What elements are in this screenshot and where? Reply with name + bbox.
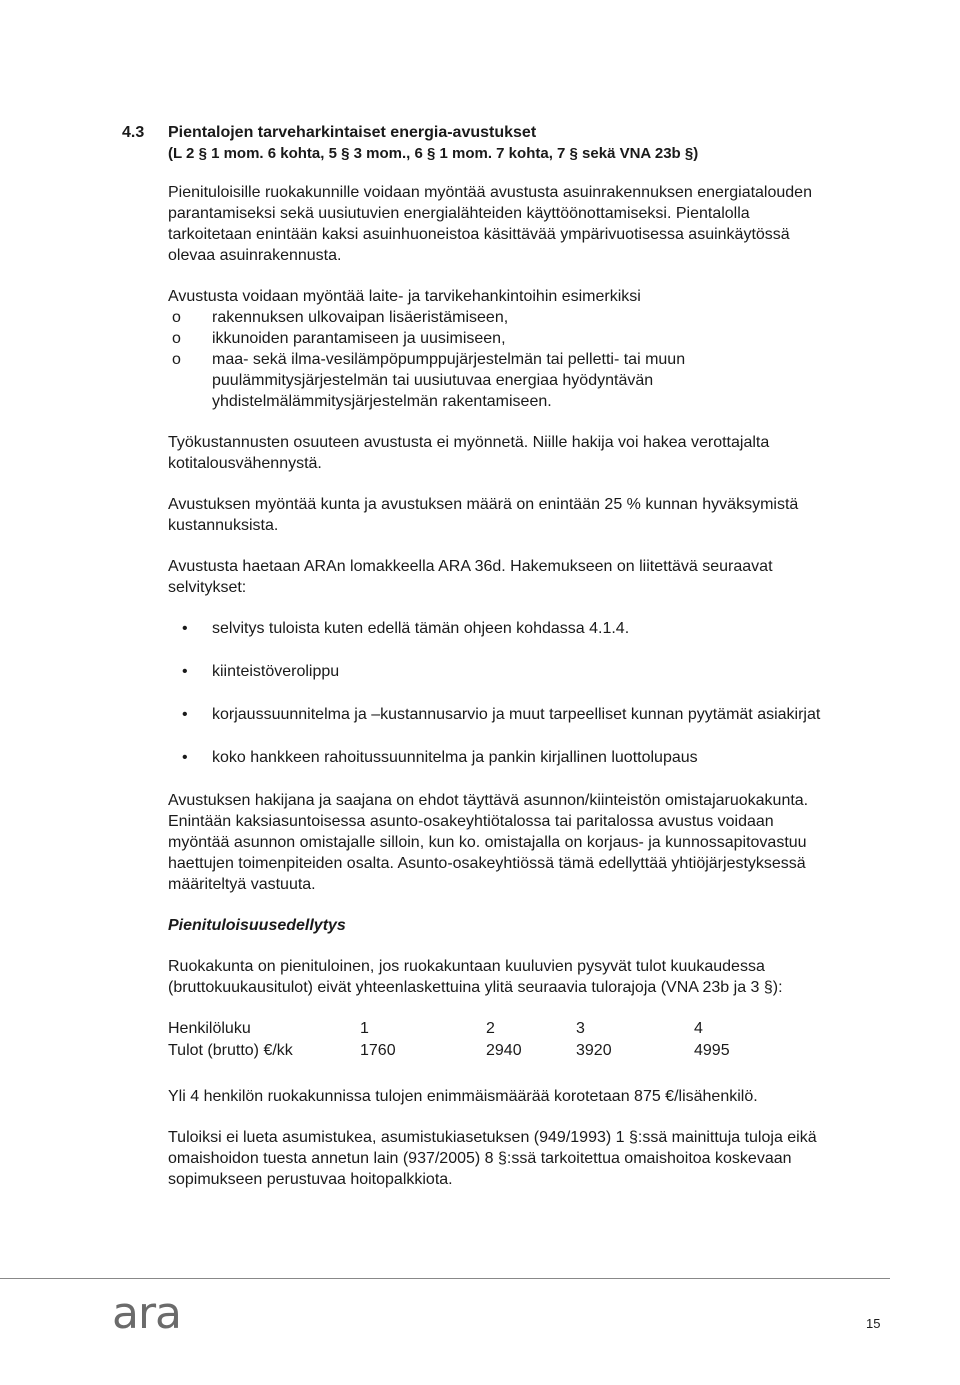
- paragraph-applicant: Avustuksen hakijana ja saajana on ehdot täyttävä asunnon/kiinteistön omistajaruokakunta. Enintään kaksiasuntoisessa asunto-osakeyhtiötalossa tai paritalossa avustus voidaan myöntää asunnon omistajalle silloin, kun ko. omistajalla on korjaus- ja kunnossapitovastuu haettujen toimenpiteiden osalta. Asunto-osakeyhtiössä tämä edellyttää yhtiöjärjestyksessä määriteltyä vastuuta.: [168, 792, 809, 893]
- list-item: • korjaussuunnitelma ja –kustannusarvio ja muut tarpeelliset kunnan pyytämät asiakirjat: [168, 704, 828, 725]
- table-cell: 2940: [486, 1042, 522, 1059]
- paragraph-intro: Pienituloisille ruokakunnille voidaan myöntää avustusta asuinrakennuksen energiatalouden parantamiseksi sekä uusiutuvien energialähteiden käyttöönottamiseksi. Pientalolla tarkoitetaan enintään kaksi asuinhuoneistoa käsittävää ympärivuotisessa asuinkäytössä olevaa asuinrakennusta.: [168, 184, 812, 264]
- subheading-low-income: Pienituloisuusedellytys: [168, 917, 346, 934]
- section-heading: [122, 122, 842, 164]
- section-number: 4.3: [122, 124, 145, 141]
- paragraph-income-limits: Ruokakunta on pienituloinen, jos ruokakuntaan kuuluvien pysyvät tulot kuukaudessa (bruttokuukausitulot) eivät yhteenlaskettuina ylitä seuraavia tulorajoja (VNA 23b ja 3 §):: [168, 958, 783, 996]
- paragraph-grant-amount: Avustuksen myöntää kunta ja avustuksen määrä on enintään 25 % kunnan hyväksymistä kustannuksista.: [168, 496, 799, 534]
- table-cell: 3: [576, 1020, 585, 1037]
- list-item: o maa- sekä ilma-vesilämpöpumppujärjestelmän tai pelletti- tai muun puulämmitysjärjestelmän tai uusiutuvaa energiaa hyödyntävän yhdistelmälämmitysjärjestelmän rakentamiseen.: [168, 349, 828, 412]
- paragraph-eligible-costs: Avustusta voidaan myöntää laite- ja tarvikehankintoihin esimerkiksi: [168, 288, 641, 305]
- table-cell: 1760: [360, 1042, 396, 1059]
- income-limit-table: [168, 1018, 730, 1062]
- table-cell: 4: [694, 1020, 703, 1037]
- table-cell: Henkilöluku: [168, 1020, 251, 1037]
- page-number: 15: [866, 1316, 881, 1331]
- table-cell: 2: [486, 1020, 495, 1037]
- body-content: [168, 182, 828, 1210]
- section-reference: (L 2 § 1 mom. 6 kohta, 5 § 3 mom., 6 § 1 mom. 7 kohta, 7 § sekä VNA 23b §): [168, 145, 699, 162]
- ara-logo: ara: [112, 1288, 182, 1339]
- table-cell: 3920: [576, 1042, 612, 1059]
- list-item: • kiinteistöverolippu: [168, 661, 828, 682]
- paragraph-extra-person: Yli 4 henkilön ruokakunnissa tulojen enimmäismäärää korotetaan 875 €/lisähenkilö.: [168, 1088, 758, 1105]
- paragraph-excluded-income: Tuloiksi ei lueta asumistukea, asumistukiasetuksen (949/1993) 1 §:ssä mainittuja tuloja eikä omaishoidon tuesta annetun lain (937/2005) 8 §:ssä tarkoitettua omaishoitoa koskevaan sopimukseen perustuvaa hoitopalkkiota.: [168, 1129, 817, 1188]
- list-item: • koko hankkeen rahoitussuunnitelma ja pankin kirjallinen luottolupaus: [168, 747, 828, 768]
- table-cell: Tulot (brutto) €/kk: [168, 1042, 293, 1059]
- list-item: • selvitys tuloista kuten edellä tämän ohjeen kohdassa 4.1.4.: [168, 618, 828, 639]
- table-row: [168, 1040, 730, 1062]
- list-item: o ikkunoiden parantamiseen ja uusimiseen,: [168, 328, 828, 349]
- table-row: [168, 1018, 730, 1040]
- list-item: o rakennuksen ulkovaipan lisäeristämiseen,: [168, 307, 828, 328]
- required-documents-list: [168, 618, 828, 768]
- paragraph-application: Avustusta haetaan ARAn lomakkeella ARA 36d. Hakemukseen on liitettävä seuraavat selvitykset:: [168, 558, 773, 596]
- table-cell: 1: [360, 1020, 369, 1037]
- section-title: Pientalojen tarveharkintaiset energia-avustukset: [168, 124, 537, 141]
- table-cell: 4995: [694, 1042, 730, 1059]
- footer-divider: [0, 1278, 890, 1279]
- paragraph-labour-costs: Työkustannusten osuuteen avustusta ei myönnetä. Niille hakija voi hakea verottajalta kotitalousvähennystä.: [168, 434, 770, 472]
- eligible-costs-list: [168, 307, 828, 412]
